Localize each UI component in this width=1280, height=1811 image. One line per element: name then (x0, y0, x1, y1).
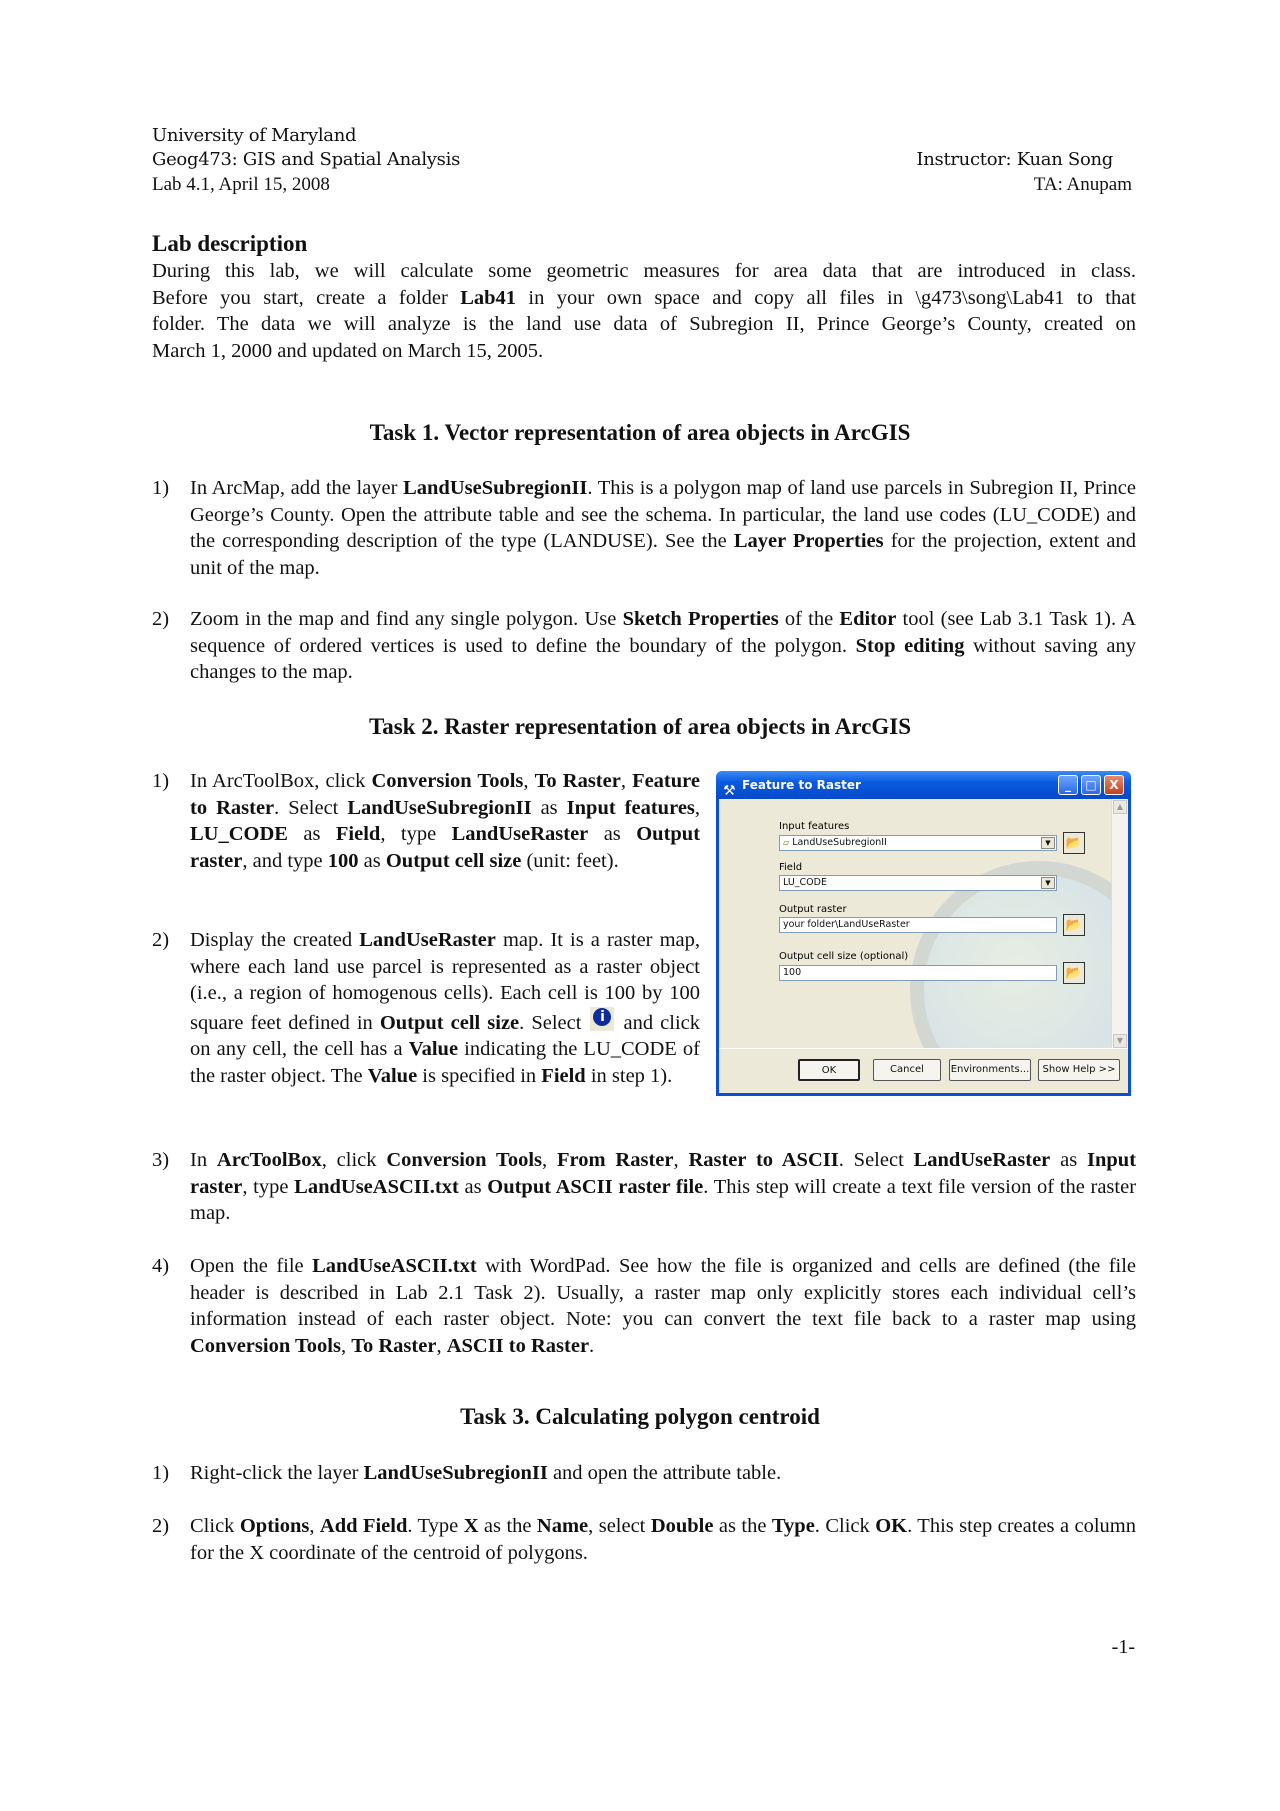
item-number: 2) (152, 608, 170, 630)
t: . Type (407, 1515, 464, 1537)
t: LandUseRaster (451, 823, 589, 845)
feature-to-raster-dialog (716, 771, 1131, 1096)
text: in your own space and copy all files in \g473\song\Lab41 to that (516, 286, 1136, 309)
t: LandUseRaster (913, 1149, 1051, 1171)
t: Layer Properties (733, 530, 884, 552)
t: LandUseSubregionII (403, 477, 588, 499)
field-value: LU_CODE (783, 877, 827, 888)
t: as (358, 849, 386, 872)
t: Conversion Tools (386, 1149, 543, 1171)
t: ASCII to Raster (446, 1334, 590, 1357)
dialog-title: Feature to Raster (742, 778, 861, 792)
t: , click (321, 1149, 387, 1171)
cancel-button[interactable]: Cancel (873, 1059, 941, 1081)
t: in step 1). (585, 1064, 673, 1087)
item-text (190, 1513, 1136, 1566)
item-number: 1) (152, 477, 170, 499)
t: LandUseASCII.txt (312, 1255, 477, 1277)
item-text (190, 606, 1136, 686)
lab-description-text (152, 258, 1136, 364)
item-text (190, 1147, 1136, 1227)
item-number: 1) (152, 1462, 170, 1484)
browse-cell-size-folder-icon[interactable]: 📂 (1063, 962, 1085, 984)
t: as (458, 1175, 488, 1198)
t: without saving any changes to the map. (190, 634, 1136, 683)
t: as (588, 823, 637, 845)
task3-item-1 (152, 1460, 1136, 1490)
t: , select (588, 1515, 651, 1537)
t: Options (239, 1515, 310, 1537)
course-title: Geog473: GIS and Spatial Analysis (152, 149, 461, 170)
t: map. It is a raster map, where each land use parcel is represented as a raster object (i.e., a region of homogenous cells). Each cell is 100 by 100 square feet defined in (190, 929, 700, 1034)
t: LandUseASCII.txt (294, 1175, 459, 1198)
chevron-down-icon[interactable]: ▼ (1041, 877, 1055, 889)
item-text (190, 1253, 1136, 1359)
browse-output-folder-icon[interactable]: 📂 (1063, 914, 1085, 936)
cell-size-label: Output cell size (optional) (779, 951, 909, 962)
input-features-label: Input features (779, 821, 850, 832)
university-name: University of Maryland (152, 125, 357, 146)
t: Output cell size (385, 849, 522, 872)
t: . Select (519, 1011, 589, 1034)
item-number: 2) (152, 1515, 170, 1537)
t: LandUseRaster (359, 929, 496, 951)
dialog-footer (719, 1048, 1128, 1093)
lab-date: Lab 4.1, April 15, 2008 (152, 174, 330, 195)
item-text (190, 768, 700, 874)
task2-item-4 (152, 1253, 1136, 1363)
t: In ArcMap, add the layer (190, 477, 404, 499)
t: , (523, 770, 535, 792)
t: Field (541, 1064, 586, 1087)
teaching-assistant: TA: Anupam (1033, 174, 1132, 195)
task3-title: Task 3. Calculating polygon centroid (460, 1404, 820, 1429)
t: , (340, 1334, 352, 1357)
cell-size-input[interactable] (779, 965, 1057, 981)
t: Value (408, 1038, 459, 1060)
t: LandUseSubregionII (347, 796, 532, 819)
t: Zoom in the map and find any single polygon. Use (190, 608, 623, 630)
instructor: Instructor: Kuan Song (916, 149, 1113, 170)
item-number: 4) (152, 1255, 170, 1277)
field-label: Field (779, 862, 803, 873)
task2-item-3 (152, 1147, 1136, 1232)
t: Conversion Tools (371, 770, 524, 792)
dialog-title-bar[interactable] (716, 771, 1131, 799)
t: Output cell size (379, 1011, 520, 1034)
t: Click (190, 1515, 240, 1537)
task1-title: Task 1. Vector representation of area objects in ArcGIS (369, 420, 911, 445)
t: as the (478, 1515, 537, 1537)
t: Sketch Properties (622, 608, 779, 630)
t: Name (536, 1515, 589, 1537)
desc-line-4: March 1, 2000 and updated on March 15, 2005. (152, 339, 544, 362)
t: Raster to ASCII (688, 1149, 839, 1171)
item-text (190, 475, 1136, 581)
t: . This is a polygon map of land use parcels in Subregion II, Prince George’s County. Open the attribute table and see the schema. In particular, the land use codes (LU_CODE) and the corresponding description of the type (LANDUSE). See the (190, 477, 1136, 552)
t: Type (771, 1515, 815, 1537)
t: To Raster (534, 770, 621, 792)
minimize-button[interactable]: _ (1058, 775, 1078, 795)
t: In ArcToolBox, click (190, 770, 372, 792)
t: (unit: feet). (521, 849, 619, 872)
show-help-button[interactable]: Show Help >> (1038, 1059, 1120, 1081)
t: Editor (839, 608, 897, 630)
t: 100 (327, 849, 359, 872)
t: Input raster (190, 1149, 1137, 1198)
t: Field (335, 823, 381, 845)
t: ArcToolBox (216, 1149, 322, 1171)
t: . Select (838, 1149, 914, 1171)
desc-line-1: During this lab, we will calculate some geometric measures for area data that are introduced in class. (152, 260, 1136, 282)
t: , (542, 1149, 557, 1171)
t: Feature to Raster (190, 770, 700, 819)
scroll-down-icon[interactable]: ▼ (1113, 1034, 1127, 1048)
item-text (190, 927, 700, 1089)
cell-size-value: 100 (783, 967, 802, 978)
environments-button[interactable]: Environments... (949, 1059, 1031, 1081)
t: OK (875, 1515, 908, 1537)
t: . (589, 1334, 595, 1357)
output-raster-input[interactable] (779, 917, 1057, 933)
t: To Raster (351, 1334, 437, 1357)
t: Right-click the layer (190, 1462, 364, 1484)
input-features-value: LandUseSubregionII (792, 837, 887, 848)
maximize-button[interactable]: □ (1081, 775, 1101, 795)
identify-info-icon (590, 1007, 614, 1031)
t: Output raster (190, 823, 701, 872)
task2-item-1 (152, 768, 700, 908)
dialog-body (719, 799, 1128, 1049)
t: , (694, 796, 701, 819)
close-button[interactable]: X (1104, 775, 1124, 795)
t: Display the created (190, 929, 360, 951)
t: X (463, 1515, 479, 1537)
t: , (436, 1334, 447, 1357)
t: , (673, 1149, 689, 1171)
t: tool (see Lab 3.1 Task 1). A sequence of ordered vertices is used to define the boundary of the polygon. (190, 608, 1136, 657)
chevron-down-icon[interactable]: ▼ (1041, 837, 1055, 849)
task1-item-1 (152, 475, 1136, 585)
output-raster-label: Output raster (779, 904, 847, 915)
page-number: -1- (1111, 1636, 1135, 1658)
t: . Click (814, 1515, 876, 1537)
browse-input-folder-icon[interactable]: 📂 (1063, 832, 1085, 854)
input-features-select[interactable] (779, 835, 1057, 851)
t: Open the file (190, 1255, 313, 1277)
t: Value (367, 1064, 418, 1087)
t: , (309, 1515, 320, 1537)
polygon-layer-icon: ▱ (783, 838, 790, 847)
item-number: 1) (152, 770, 170, 792)
t: and click on any cell, the cell has a (190, 1011, 701, 1060)
item-text (190, 1460, 1136, 1487)
item-number: 2) (152, 929, 170, 951)
t: Output ASCII raster file (487, 1175, 704, 1198)
t: . This step creates a column for the X coordinate of the centroid of polygons. (190, 1515, 1136, 1564)
vertical-scrollbar[interactable] (1111, 799, 1128, 1049)
t: Double (650, 1515, 714, 1537)
t: as (531, 796, 567, 819)
lab-description-title: Lab description (152, 231, 308, 256)
t: , (620, 770, 633, 792)
t: for the projection, extent and unit of the map. (190, 530, 1136, 579)
t: LU_CODE (190, 823, 288, 845)
t: with WordPad. See how the file is organized and cells are defined (the file header is described in Lab 2.1 Task 2). Usually, a raster map only explicitly stores each individual cell’s information instead of each raster object. Note: you can convert the text file back to a raster map using (190, 1255, 1137, 1330)
t: . This step will create a text file version of the raster map. (190, 1175, 1137, 1224)
t: as (1050, 1149, 1088, 1171)
t: Stop editing (855, 634, 965, 657)
task2-item-2 (152, 927, 700, 1122)
t: In (190, 1149, 217, 1171)
ok-button[interactable]: OK (798, 1059, 860, 1081)
task3-item-2 (152, 1513, 1136, 1569)
info-glyph: i (593, 1008, 611, 1026)
folder-name: Lab41 (460, 286, 517, 309)
output-raster-value: your folder\LandUseRaster (783, 919, 910, 930)
scroll-up-icon[interactable]: ▲ (1113, 800, 1127, 814)
t: , type (380, 823, 452, 845)
hammer-icon: ⚒ (723, 783, 736, 799)
t: indicating the LU_CODE of the raster object. The (190, 1038, 701, 1087)
t: Add Field (319, 1515, 408, 1537)
t: is specified in (417, 1064, 542, 1087)
t: From Raster (557, 1149, 674, 1171)
t: , type (242, 1175, 295, 1198)
desc-line-3: folder. The data we will analyze is the land use data of Subregion II, Prince George’s County, created on (152, 313, 1136, 335)
field-select[interactable] (779, 875, 1057, 891)
t: of the (778, 608, 840, 630)
text: Before you start, create a folder (152, 286, 461, 309)
desc-line-2 (152, 285, 1136, 312)
task2-title: Task 2. Raster representation of area objects in ArcGIS (369, 714, 911, 739)
t: , and type (242, 849, 328, 872)
task1-item-2 (152, 606, 1136, 691)
t: Conversion Tools (190, 1334, 341, 1357)
t: as the (713, 1515, 772, 1537)
t: and open the attribute table. (547, 1462, 782, 1484)
t: . Select (274, 796, 348, 819)
t: LandUseSubregionII (363, 1462, 548, 1484)
t: Input features (566, 796, 695, 819)
item-number: 3) (152, 1149, 170, 1171)
t: as (287, 823, 336, 845)
